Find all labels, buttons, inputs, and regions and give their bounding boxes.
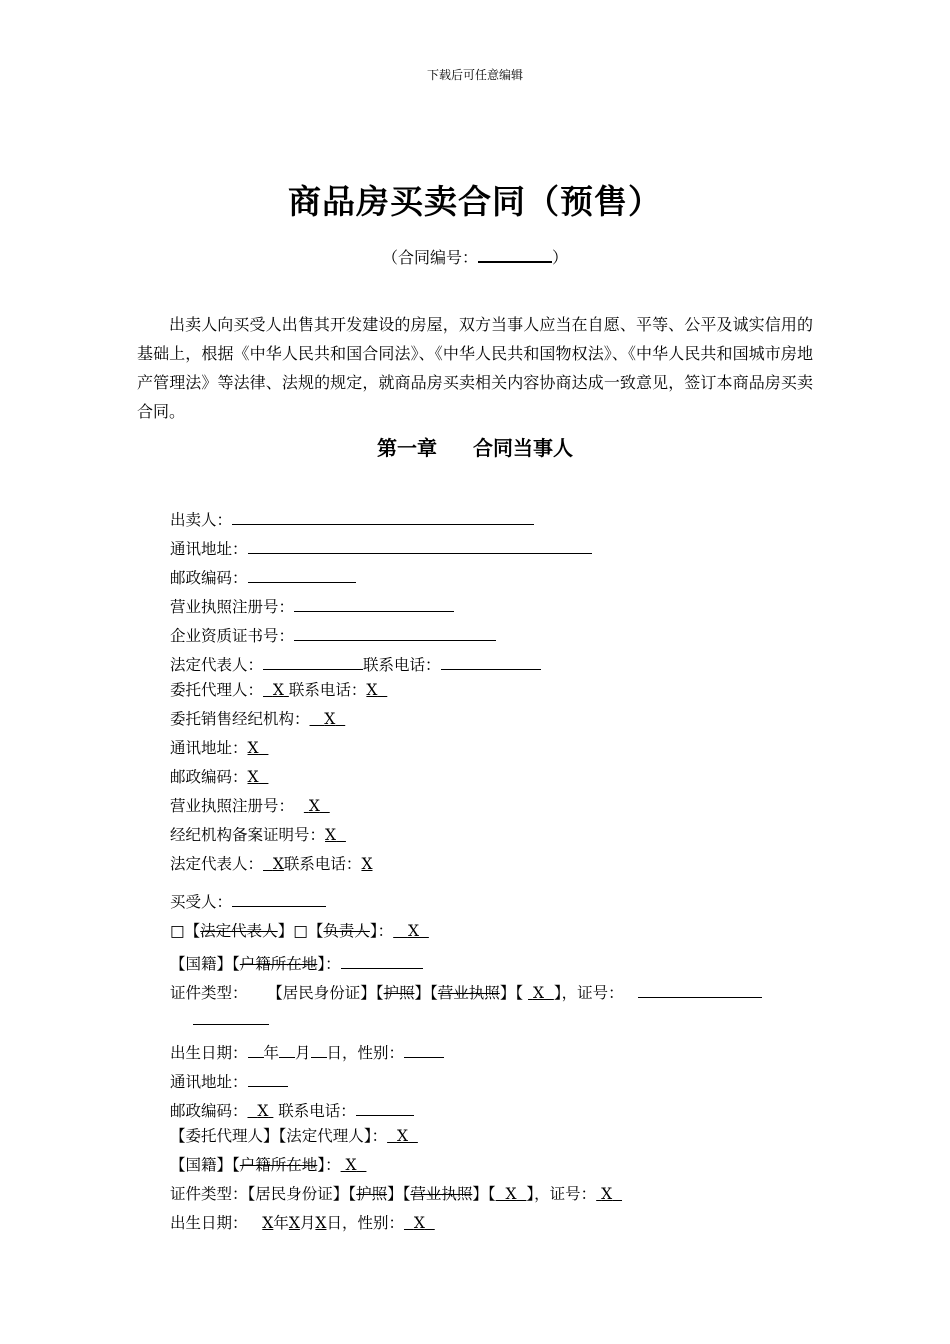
agency-legal-rep-line: 法定代表人： X联系电话：X — [170, 855, 373, 873]
buyer-id-line: 证件类型： 【居民身份证】【护照】【营业执照】【 X 】，证号： — [170, 979, 762, 1003]
agent-id-line: 证件类型：【居民身份证】【护照】【营业执照】【 X 】，证号： X — [170, 1185, 613, 1203]
contract-number-close: ） — [552, 248, 569, 267]
agency-license-line: 营业执照注册号： X — [170, 797, 320, 815]
agent-nationality-line: 【国籍】【户籍所在地】： X — [170, 1156, 357, 1174]
seller-address-line: 通讯地址： — [170, 535, 592, 559]
checkbox-icon: □ — [293, 922, 308, 940]
seller-line: 出卖人： — [170, 506, 534, 530]
intro-paragraph: 出卖人向买受人出售其开发建设的房屋，双方当事人应当在自愿、平等、公平及诚实信用的基础上，根据《中华人民共和国合同法》、《中华人民共和国物权法》、《中华人民共和国城市房地产管理法》等法律、法规的规定，就商品房买卖相关内容协商达成一致意见，签订本商品房买卖合同。 — [137, 315, 813, 421]
seller-legal-rep-line: 法定代表人： 联系电话： — [170, 651, 541, 675]
agent-birth-line: 出生日期： X年X月X日，性别： X — [170, 1214, 425, 1232]
buyer-birth-line: 出生日期： 年 月 日，性别： — [170, 1039, 444, 1063]
buyer-address-line: 通讯地址： — [170, 1068, 288, 1092]
buyer-rep-line: □【法定代表人】□【负责人】： X — [170, 922, 419, 940]
contract-number — [0, 243, 950, 268]
chapter-name: 合同当事人 — [473, 436, 573, 460]
seller-postcode-line: 邮政编码： — [170, 564, 356, 588]
seller-license-line: 营业执照注册号： — [170, 593, 454, 617]
agency-address-line: 通讯地址：X — [170, 739, 259, 757]
chapter-number: 第一章 — [377, 436, 437, 460]
seller-agent-line: 委托代理人： X 联系电话：X — [170, 681, 378, 699]
seller-qualification-line: 企业资质证书号： — [170, 622, 496, 646]
agency-line: 委托销售经纪机构： X — [170, 710, 336, 728]
contract-number-blank — [478, 243, 552, 263]
checkbox-icon: □ — [170, 922, 185, 940]
contract-number-label: （合同编号： — [381, 248, 478, 267]
buyer-agent-line: 【委托代理人】【法定代理人】： X — [170, 1127, 408, 1145]
document-title: 商品房买卖合同（预售） — [288, 182, 662, 221]
chapter-heading — [0, 432, 950, 461]
page-header: 下载后可任意编辑 — [426, 68, 523, 82]
agency-filing-line: 经纪机构备案证明号：X — [170, 826, 337, 844]
buyer-id-continuation — [193, 1006, 269, 1030]
buyer-line: 买受人： — [170, 888, 326, 912]
agency-postcode-line: 邮政编码：X — [170, 768, 259, 786]
buyer-nationality-line: 【国籍】【户籍所在地】： — [170, 950, 423, 974]
buyer-postcode-line: 邮政编码： X 联系电话： — [170, 1097, 414, 1121]
